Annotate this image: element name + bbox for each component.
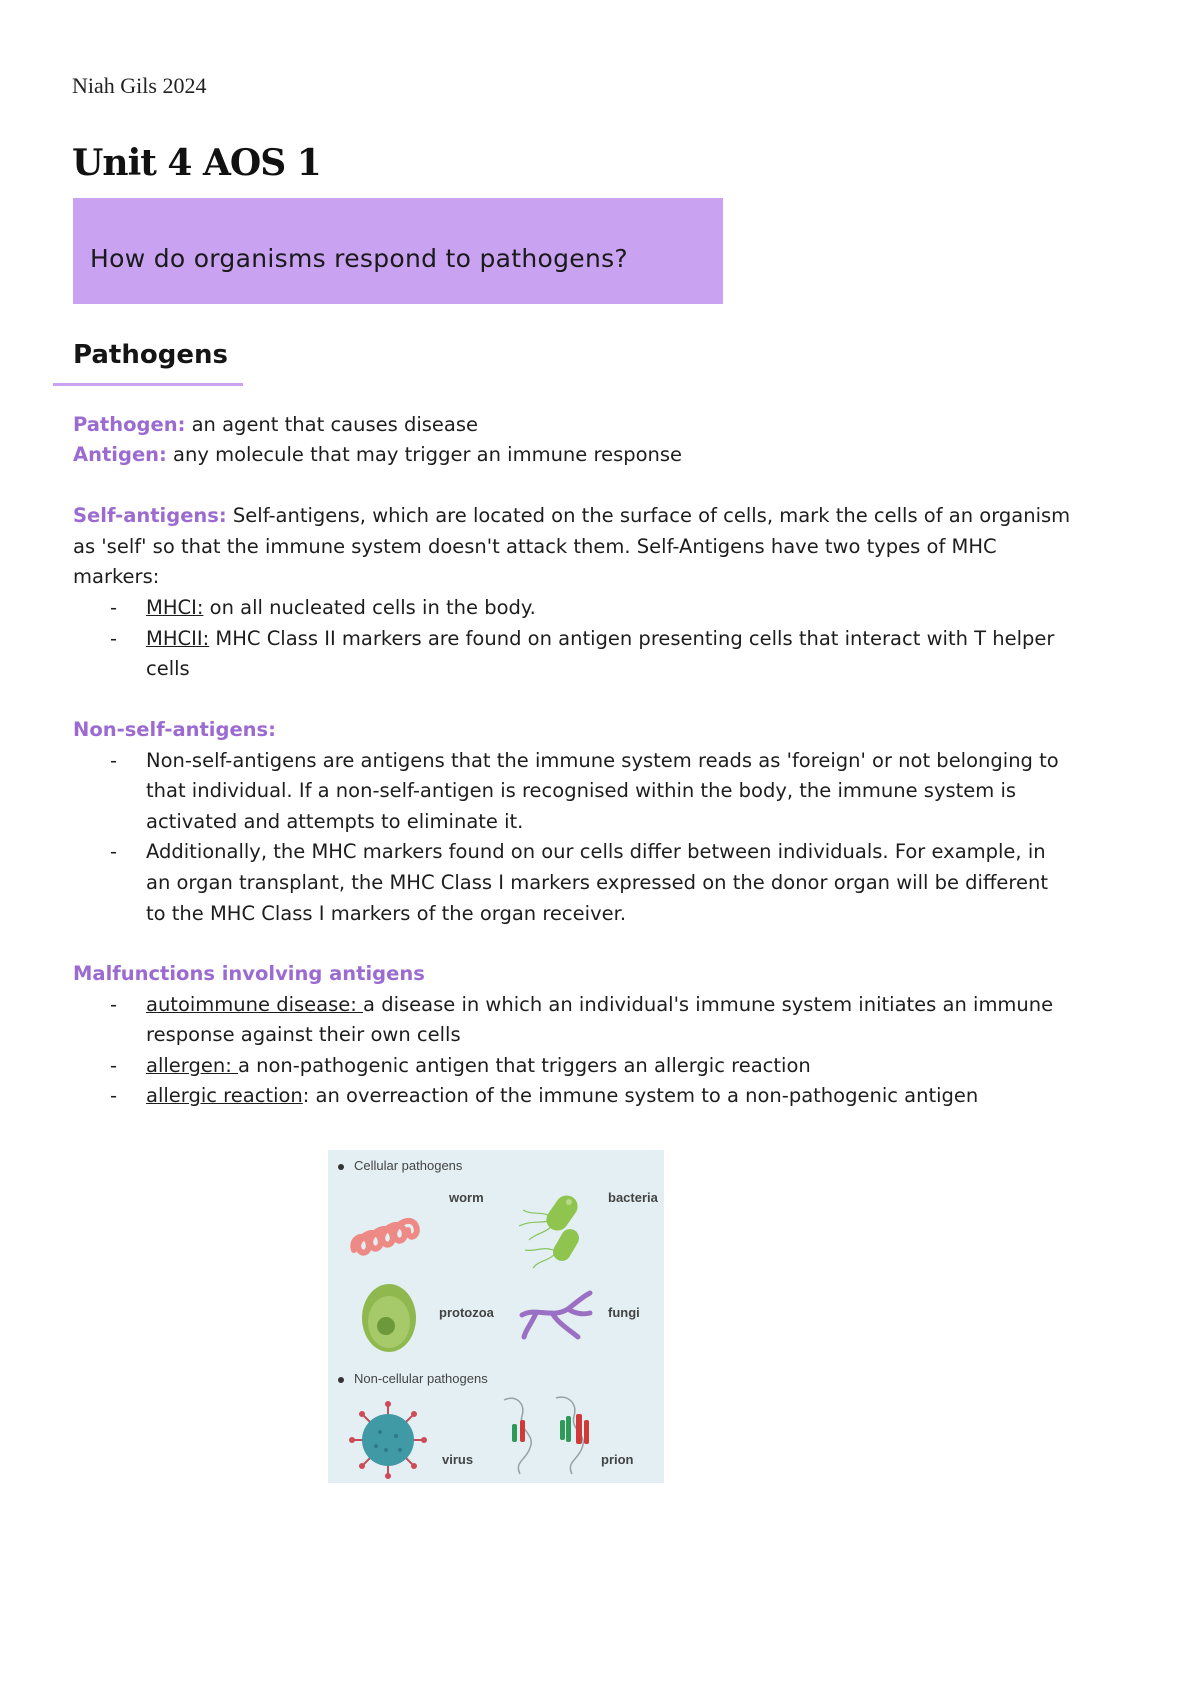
autoimmune-text: a disease in which an individual's immune system initiates an immune — [363, 993, 1054, 1016]
pathogens-figure — [328, 1150, 664, 1483]
term-pathogen: Pathogen: — [73, 413, 186, 436]
term-mhc1: MHCI: — [146, 596, 204, 619]
allergen-text: a non-pathogenic antigen that triggers an allergic reaction — [237, 1054, 811, 1077]
figure-label-prion: prion — [601, 1452, 634, 1467]
figure-label-worm: worm — [449, 1190, 484, 1205]
question-text: How do organisms respond to pathogens? — [90, 244, 628, 273]
author-line: Niah Gils 2024 — [72, 73, 207, 98]
bullet-dash: - — [110, 1084, 118, 1107]
protozoa-icon — [356, 1278, 426, 1358]
definition-pathogen — [73, 410, 478, 440]
fungi-icon — [516, 1285, 596, 1345]
term-malfunctions: Malfunctions involving antigens — [73, 962, 425, 985]
section-underline — [53, 383, 243, 386]
list-item-allergen — [146, 1051, 811, 1081]
figure-heading-noncellular — [338, 1371, 488, 1386]
non-self-bullet-2-line-2: an organ transplant, the MHC Class I markers expressed on the donor organ will be different — [146, 871, 1048, 894]
term-antigen: Antigen: — [73, 443, 167, 466]
bullet-dash: - — [110, 1054, 118, 1077]
virus-icon — [348, 1400, 428, 1480]
figure-label-virus: virus — [442, 1452, 474, 1467]
definition-antigen — [73, 440, 682, 470]
definition-pathogen-text: an agent that causes disease — [185, 413, 479, 436]
question-banner — [73, 198, 723, 304]
self-antigens-line-1 — [73, 501, 1070, 531]
worm-icon — [346, 1188, 436, 1268]
figure-heading-noncellular-text: Non-cellular pathogens — [354, 1371, 488, 1386]
non-self-bullet-2-line-1: Additionally, the MHC markers found on our cells differ between individuals. For example, in — [146, 840, 1046, 863]
bullet-dash: - — [110, 993, 118, 1016]
bullet-dash: - — [110, 627, 118, 650]
term-allergen: allergen: — [146, 1054, 238, 1077]
list-item-mhc2 — [146, 624, 1054, 654]
section-heading-pathogens: Pathogens — [73, 340, 228, 370]
term-allergic-reaction: allergic reaction — [146, 1084, 303, 1107]
self-antigens-text-1: Self-antigens, which are located on the surface of cells, mark the cells of an organism — [226, 504, 1071, 527]
bacteria-icon — [513, 1180, 603, 1275]
allergic-reaction-text: : an overreaction of the immune system to a non-pathogenic antigen — [302, 1084, 979, 1107]
bullet-dash: - — [110, 596, 118, 619]
term-mhc2: MHCII: — [146, 627, 210, 650]
list-item-allergic-reaction — [146, 1081, 978, 1111]
non-self-bullet-1-line-1: Non-self-antigens are antigens that the immune system reads as 'foreign' or not belonging to — [146, 749, 1059, 772]
bullet-dash: - — [110, 840, 118, 863]
autoimmune-text-cont: response against their own cells — [146, 1023, 461, 1046]
figure-heading-cellular-text: Cellular pathogens — [354, 1158, 463, 1173]
non-self-bullet-2-line-3: to the MHC Class I markers of the organ receiver. — [146, 902, 627, 925]
list-item-mhc1 — [146, 593, 536, 623]
self-antigens-line-3: markers: — [73, 565, 160, 588]
prion-icon — [496, 1390, 601, 1478]
mhc2-text-cont: cells — [146, 657, 190, 680]
definition-antigen-text: any molecule that may trigger an immune response — [166, 443, 683, 466]
bullet-dot-icon — [338, 1164, 344, 1170]
list-item-autoimmune — [146, 990, 1053, 1020]
mhc2-text: MHC Class II markers are found on antigen presenting cells that interact with T helper — [209, 627, 1055, 650]
term-self-antigens: Self-antigens: — [73, 504, 227, 527]
figure-label-fungi: fungi — [608, 1305, 640, 1320]
bullet-dot-icon — [338, 1377, 344, 1383]
self-antigens-line-2: as 'self' so that the immune system doesn't attack them. Self-Antigens have two types of MHC — [73, 535, 997, 558]
non-self-bullet-1-line-2: that individual. If a non-self-antigen is recognised within the body, the immune system is — [146, 779, 1017, 802]
term-non-self-antigens: Non-self-antigens: — [73, 718, 276, 741]
figure-label-protozoa: protozoa — [439, 1305, 494, 1320]
non-self-bullet-1-line-3: activated and attempts to eliminate it. — [146, 810, 524, 833]
figure-label-bacteria: bacteria — [608, 1190, 658, 1205]
page-title: Unit 4 AOS 1 — [72, 142, 321, 184]
term-autoimmune: autoimmune disease: — [146, 993, 364, 1016]
figure-heading-cellular — [338, 1158, 462, 1173]
mhc1-text: on all nucleated cells in the body. — [203, 596, 536, 619]
bullet-dash: - — [110, 749, 118, 772]
